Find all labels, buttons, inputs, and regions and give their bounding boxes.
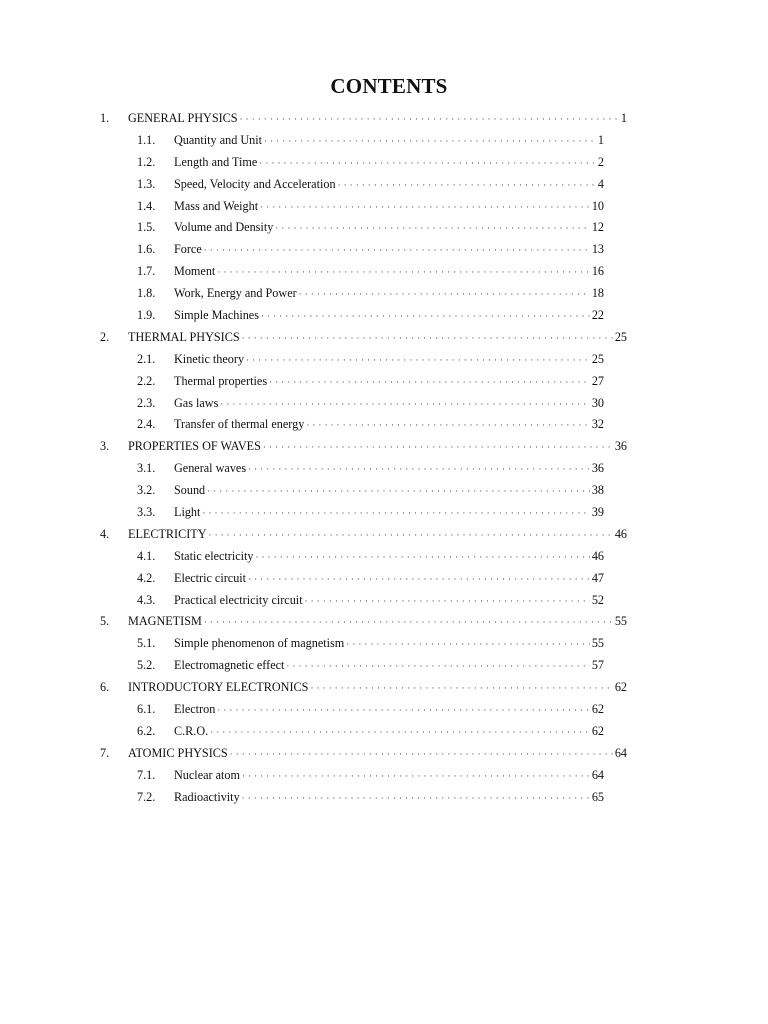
toc-entry-line — [174, 393, 604, 416]
toc-section-row — [0, 305, 768, 327]
toc-entry-line — [128, 611, 627, 634]
toc-section-row — [0, 458, 768, 480]
toc-page-number: 64 — [614, 745, 627, 760]
toc-entry-number: 2.4. — [137, 417, 156, 432]
toc-entry-line — [174, 414, 604, 437]
dot-leader — [248, 569, 590, 591]
toc-chapter-row — [0, 524, 768, 546]
toc-entry-number: 3.1. — [137, 461, 156, 476]
toc-entry-number: 4.2. — [137, 570, 156, 585]
toc-entry-number: 5.1. — [137, 636, 156, 651]
dot-leader — [202, 503, 589, 525]
toc-entry-title: Force — [174, 242, 202, 257]
toc-entry-title: Kinetic theory — [174, 351, 245, 366]
toc-entry-title: Electromagnetic effect — [174, 658, 285, 673]
toc-entry-title: INTRODUCTORY ELECTRONICS — [128, 680, 309, 695]
toc-entry-line — [174, 458, 604, 481]
toc-entry-title: THERMAL PHYSICS — [128, 329, 240, 344]
toc-entry-title: Electric circuit — [174, 570, 247, 585]
dot-leader — [204, 612, 613, 634]
dot-leader — [275, 218, 590, 240]
dot-leader — [263, 437, 613, 459]
toc-page-number: 62 — [614, 680, 627, 695]
toc-entry-number: 7.1. — [137, 767, 156, 782]
toc-page-number: 57 — [591, 658, 604, 673]
toc-entry-title: GENERAL PHYSICS — [128, 111, 238, 125]
toc-entry-title: MAGNETISM — [128, 614, 202, 629]
toc-entry-line — [174, 174, 604, 197]
toc-section-row — [0, 568, 768, 590]
toc-section-row — [0, 414, 768, 436]
toc-entry-line — [174, 502, 604, 525]
toc-page-number: 47 — [591, 570, 604, 585]
toc-entry-number: 7.2. — [137, 789, 156, 804]
toc-entry-line — [174, 152, 604, 175]
toc-entry-line — [128, 743, 627, 766]
dot-leader — [217, 262, 590, 284]
toc-entry-line — [174, 721, 604, 744]
toc-entry-line — [128, 677, 627, 700]
toc-entry-line — [174, 196, 604, 219]
toc-section-row — [0, 765, 768, 787]
toc-entry-number: 1.9. — [137, 308, 156, 323]
toc-section-row — [0, 502, 768, 524]
toc-page-number: 27 — [591, 373, 604, 388]
toc-entry-title: ATOMIC PHYSICS — [128, 745, 228, 760]
toc-page-number: 36 — [591, 461, 604, 476]
toc-entry-title: Electron — [174, 702, 216, 717]
toc-entry-line — [174, 765, 604, 788]
toc-entry-number: 3. — [100, 439, 110, 454]
toc-entry-title: Quantity and Unit — [174, 132, 263, 147]
toc-entry-line — [174, 568, 604, 591]
toc-page-number: 25 — [591, 351, 604, 366]
toc-entry-title: Work, Energy and Power — [174, 286, 297, 301]
toc-entry-number: 6.1. — [137, 702, 156, 717]
toc-page-number: 1 — [597, 132, 604, 147]
toc-section-row — [0, 261, 768, 283]
toc-chapter-row — [0, 611, 768, 633]
toc-entry-title: Moment — [174, 264, 216, 279]
dot-leader — [207, 481, 590, 503]
toc-entry-title: Thermal properties — [174, 373, 268, 388]
toc-entry-line — [174, 633, 604, 656]
dot-leader — [242, 328, 613, 350]
toc-entry-title: General waves — [174, 461, 247, 476]
toc-entry-number: 4. — [100, 526, 110, 541]
toc-entry-line — [174, 217, 604, 240]
toc-entry-line — [128, 524, 627, 547]
toc-entry-number: 3.3. — [137, 505, 156, 520]
toc-section-row — [0, 217, 768, 239]
toc-page-number: 32 — [591, 417, 604, 432]
toc-section-row — [0, 130, 768, 152]
toc-entry-number: 2. — [100, 329, 110, 344]
toc-chapter-row — [0, 327, 768, 349]
toc-entry-title: Mass and Weight — [174, 198, 259, 213]
toc-section-row — [0, 590, 768, 612]
page-title: CONTENTS — [330, 74, 448, 98]
toc-entry-title: Nuclear atom — [174, 767, 240, 782]
toc-entry-title: Light — [174, 505, 201, 520]
toc-entry-line — [174, 787, 604, 810]
toc-page-number: 30 — [591, 395, 604, 410]
toc-entry-number: 1.4. — [137, 198, 156, 213]
toc-entry-title: Speed, Velocity and Acceleration — [174, 176, 336, 191]
toc-entry-title: Simple Machines — [174, 308, 259, 323]
toc-page-number: 4 — [597, 176, 604, 191]
toc-page-number: 46 — [614, 526, 627, 541]
dot-leader — [299, 284, 590, 306]
toc-chapter-row — [0, 677, 768, 699]
toc-entry-line — [128, 108, 627, 131]
toc-entry-number: 1.6. — [137, 242, 156, 257]
toc-entry-number: 2.3. — [137, 395, 156, 410]
toc-section-row — [0, 239, 768, 261]
dot-leader — [210, 722, 590, 744]
dot-leader — [220, 394, 589, 416]
toc-entry-number: 5. — [100, 614, 110, 629]
toc-entry-line — [128, 327, 627, 350]
toc-page-number: 46 — [591, 548, 604, 563]
toc-page-number: 25 — [614, 329, 627, 344]
toc-entry-number: 1. — [100, 111, 110, 125]
toc-entry-line — [174, 261, 604, 284]
toc-section-row — [0, 480, 768, 502]
toc-entry-number: 4.3. — [137, 592, 156, 607]
toc-entry-number: 1.2. — [137, 154, 156, 169]
toc-entry-number: 2.2. — [137, 373, 156, 388]
toc-page-number: 62 — [591, 723, 604, 738]
toc-page-number: 2 — [597, 154, 604, 169]
toc-entry-line — [174, 239, 604, 262]
toc-page-number: 55 — [614, 614, 627, 629]
toc-entry-title: Radioactivity — [174, 789, 240, 804]
toc-page-number: 62 — [591, 702, 604, 717]
toc-section-row — [0, 283, 768, 305]
toc-page-number: 12 — [591, 220, 604, 235]
dot-leader — [259, 153, 596, 175]
toc-entry-number: 7. — [100, 745, 110, 760]
dot-leader — [256, 547, 590, 569]
toc-entry-line — [174, 283, 604, 306]
dot-leader — [310, 678, 612, 700]
toc-page-number: 10 — [591, 198, 604, 213]
dot-leader — [264, 131, 596, 153]
toc-page-number: 52 — [591, 592, 604, 607]
toc-page-number: 64 — [591, 767, 604, 782]
dot-leader — [242, 766, 590, 788]
toc-page-number: 16 — [591, 264, 604, 279]
toc-section-row — [0, 655, 768, 677]
toc-entry-line — [174, 371, 604, 394]
toc-entry-title: C.R.O. — [174, 723, 209, 738]
toc-page-number: 65 — [591, 789, 604, 804]
toc-chapter-row — [0, 743, 768, 765]
dot-leader — [209, 525, 613, 547]
toc-entry-number: 6.2. — [137, 723, 156, 738]
toc-page-number: 38 — [591, 483, 604, 498]
dot-leader — [269, 372, 590, 394]
toc-entry-title: Sound — [174, 483, 206, 498]
toc-entry-title: Transfer of thermal energy — [174, 417, 305, 432]
dot-leader — [204, 240, 590, 262]
dot-leader — [346, 634, 590, 656]
toc-entry-line — [128, 436, 627, 459]
toc-page-number: 39 — [591, 505, 604, 520]
toc-section-row — [0, 371, 768, 393]
toc-entry-number: 1.3. — [137, 176, 156, 191]
toc-entry-number: 5.2. — [137, 658, 156, 673]
toc-section-row — [0, 699, 768, 721]
dot-leader — [261, 306, 590, 328]
toc-entry-title: ELECTRICITY — [128, 526, 207, 541]
toc-entry-line — [174, 349, 604, 372]
dot-leader — [286, 656, 589, 678]
dot-leader — [242, 788, 590, 810]
toc-entry-title: Practical electricity circuit — [174, 592, 303, 607]
toc-section-row — [0, 152, 768, 174]
toc-section-row — [0, 633, 768, 655]
dot-leader — [260, 197, 590, 219]
dot-leader — [338, 175, 596, 197]
toc-entry-number: 3.2. — [137, 483, 156, 498]
toc-entry-title: Static electricity — [174, 548, 254, 563]
toc-page-number: 55 — [591, 636, 604, 651]
toc-section-row — [0, 174, 768, 196]
toc-entry-line — [174, 130, 604, 153]
toc-entry-title: Gas laws — [174, 395, 219, 410]
toc-chapter-row — [0, 436, 768, 458]
toc-entry-title: Length and Time — [174, 154, 258, 169]
toc-section-row — [0, 721, 768, 743]
toc-entry-line — [174, 590, 604, 613]
dot-leader — [246, 350, 590, 372]
dot-leader — [240, 109, 619, 131]
toc-page-number: 36 — [614, 439, 627, 454]
toc-entry-line — [174, 480, 604, 503]
toc-entry-line — [174, 699, 604, 722]
toc-entry-number: 6. — [100, 680, 110, 695]
toc-section-row — [0, 393, 768, 415]
toc-section-row — [0, 787, 768, 809]
toc-entry-line — [174, 655, 604, 678]
table-of-contents — [0, 108, 768, 809]
toc-entry-title: PROPERTIES OF WAVES — [128, 439, 261, 454]
toc-chapter-row — [0, 108, 768, 130]
toc-page-number: 13 — [591, 242, 604, 257]
toc-entry-number: 1.1. — [137, 132, 156, 147]
toc-page-number: 22 — [591, 308, 604, 323]
toc-section-row — [0, 349, 768, 371]
toc-entry-line — [174, 305, 604, 328]
dot-leader — [306, 415, 590, 437]
toc-entry-number: 1.7. — [137, 264, 156, 279]
dot-leader — [230, 744, 613, 766]
dot-leader — [248, 459, 590, 481]
toc-entry-number: 1.8. — [137, 286, 156, 301]
dot-leader — [305, 591, 590, 613]
toc-entry-number: 1.5. — [137, 220, 156, 235]
dot-leader — [217, 700, 590, 722]
toc-entry-title: Volume and Density — [174, 220, 274, 235]
toc-section-row — [0, 196, 768, 218]
toc-entry-number: 2.1. — [137, 351, 156, 366]
toc-page-number: 18 — [591, 286, 604, 301]
toc-entry-title: Simple phenomenon of magnetism — [174, 636, 345, 651]
toc-section-row — [0, 546, 768, 568]
toc-entry-line — [174, 546, 604, 569]
toc-entry-number: 4.1. — [137, 548, 156, 563]
toc-page-number: 1 — [620, 111, 627, 125]
